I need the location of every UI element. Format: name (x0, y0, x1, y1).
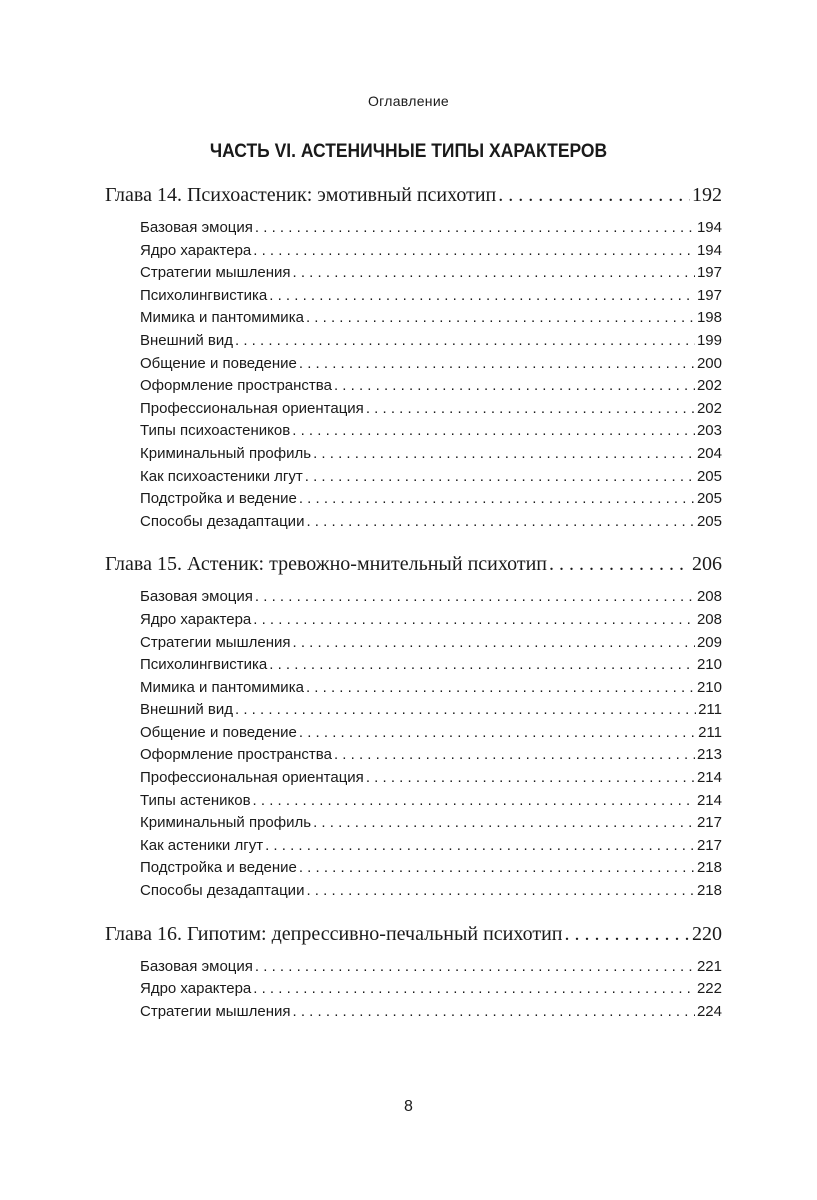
section-entry (140, 632, 722, 655)
section-title: Мимика и пантомимика (140, 678, 304, 696)
section-page: 210 (696, 678, 722, 696)
section-page: 221 (696, 957, 722, 975)
section-page: 217 (696, 814, 722, 832)
chapter-title: Глава 16. Гипотим: депрессивно-печальный психотип (105, 922, 563, 945)
dot-leader (313, 812, 695, 835)
dot-leader (306, 307, 695, 330)
dot-leader (255, 956, 695, 979)
section-title: Базовая эмоция (140, 588, 253, 606)
dot-leader (292, 420, 695, 443)
section-title: Психолингвистика (140, 286, 268, 304)
section-entry (140, 511, 722, 534)
section-entry (140, 420, 722, 443)
section-title: Общение и поведение (140, 723, 297, 741)
section-title: Подстройка и ведение (140, 859, 297, 877)
section-entry (140, 353, 722, 376)
section-title: Ядро характера (140, 241, 252, 259)
dot-leader (235, 699, 696, 722)
section-title: Профессиональная ориентация (140, 399, 364, 417)
section-title: Оформление пространства (140, 377, 332, 395)
section-page: 208 (696, 610, 722, 628)
chapter-entry (105, 551, 722, 578)
section-entry (140, 857, 722, 880)
section-page: 211 (698, 701, 722, 719)
section-page: 197 (696, 264, 722, 282)
section-title: Общение и поведение (140, 354, 297, 372)
section-page: 217 (696, 836, 722, 854)
chapter-14 (105, 182, 722, 533)
section-entry (140, 466, 722, 489)
section-title: Стратегии мышления (140, 264, 291, 282)
section-title: Как психоастеники лгут (140, 467, 303, 485)
section-entry (140, 443, 722, 466)
section-title: Подстройка и ведение (140, 490, 297, 508)
dot-leader (334, 375, 695, 398)
section-title: Мимика и пантомимика (140, 309, 304, 327)
section-page: 202 (696, 377, 722, 395)
chapter-page: 192 (692, 184, 722, 206)
dot-leader (498, 182, 690, 209)
section-entry (140, 586, 722, 609)
section-page: 218 (696, 882, 722, 900)
section-title: Способы дезадаптации (140, 512, 305, 530)
section-title: Типы психоастеников (140, 422, 291, 440)
dot-leader (299, 722, 696, 745)
chapter-entry (105, 921, 722, 948)
section-page: 210 (696, 656, 722, 674)
section-page: 208 (696, 588, 722, 606)
section-page: 205 (696, 467, 722, 485)
section-page: 213 (696, 746, 722, 764)
dot-leader (549, 551, 690, 578)
dot-leader (269, 654, 695, 677)
section-page: 194 (696, 241, 722, 259)
dot-leader (366, 398, 695, 421)
dot-leader (293, 1001, 695, 1024)
section-entry (140, 609, 722, 632)
section-title: Оформление пространства (140, 746, 332, 764)
running-head: Оглавление (367, 93, 450, 109)
section-entry (140, 677, 722, 700)
section-entry (140, 790, 722, 813)
section-page: 202 (696, 399, 722, 417)
section-title: Криминальный профиль (140, 814, 312, 832)
section-entry (140, 217, 722, 240)
chapter-title: Глава 14. Психоастеник: эмотивный психотип (105, 184, 497, 206)
section-page: 211 (698, 723, 722, 741)
dot-leader (306, 511, 695, 534)
section-list (105, 217, 722, 533)
dot-leader (305, 466, 695, 489)
dot-leader (253, 790, 695, 813)
section-entry (140, 654, 722, 677)
dot-leader (255, 217, 695, 240)
section-title: Профессиональная ориентация (140, 769, 364, 787)
chapter-entry (105, 182, 722, 209)
section-entry (140, 699, 722, 722)
dot-leader (299, 857, 695, 880)
dot-leader (253, 240, 695, 263)
dot-leader (306, 880, 695, 903)
dot-leader (313, 443, 695, 466)
dot-leader (306, 677, 695, 700)
dot-leader (269, 285, 695, 308)
section-entry (140, 1001, 722, 1024)
section-page: 203 (696, 422, 722, 440)
section-title: Стратегии мышления (140, 1002, 291, 1020)
section-page: 198 (696, 309, 722, 327)
section-title: Психолингвистика (140, 656, 268, 674)
section-page: 214 (696, 791, 722, 809)
chapter-15 (105, 551, 722, 902)
section-title: Ядро характера (140, 980, 252, 998)
section-entry (140, 375, 722, 398)
section-title: Как астеники лгут (140, 836, 264, 854)
chapter-title: Глава 15. Астеник: тревожно-мнительный психотип (105, 553, 547, 576)
section-entry (140, 812, 722, 835)
section-entry (140, 880, 722, 903)
section-title: Стратегии мышления (140, 633, 291, 651)
dot-leader (565, 921, 690, 948)
section-entry (140, 722, 722, 745)
section-page: 200 (696, 354, 722, 372)
section-title: Внешний вид (140, 701, 233, 719)
section-entry (140, 330, 722, 353)
section-list (105, 586, 722, 902)
dot-leader (265, 835, 695, 858)
section-title: Внешний вид (140, 331, 233, 349)
section-title: Криминальный профиль (140, 444, 312, 462)
section-page: 214 (696, 769, 722, 787)
dot-leader (299, 353, 695, 376)
section-entry (140, 744, 722, 767)
dot-leader (255, 586, 695, 609)
dot-leader (293, 262, 695, 285)
table-of-contents (105, 182, 722, 1023)
section-entry (140, 978, 722, 1001)
section-page: 205 (696, 490, 722, 508)
dot-leader (235, 330, 695, 353)
dot-leader (253, 609, 695, 632)
dot-leader (334, 744, 695, 767)
section-page: 209 (696, 633, 722, 651)
chapter-page: 206 (692, 553, 722, 576)
section-list (105, 956, 722, 1024)
dot-leader (366, 767, 695, 790)
section-page: 224 (696, 1002, 722, 1020)
section-entry (140, 285, 722, 308)
section-entry (140, 398, 722, 421)
part-title: ЧАСТЬ VI. АСТЕНИЧНЫЕ ТИПЫ ХАРАКТЕРОВ (209, 141, 608, 162)
section-title: Базовая эмоция (140, 957, 253, 975)
dot-leader (299, 488, 695, 511)
section-page: 222 (696, 980, 722, 998)
chapter-page: 220 (692, 922, 722, 945)
section-entry (140, 767, 722, 790)
section-page: 194 (696, 219, 722, 236)
section-page: 218 (696, 859, 722, 877)
section-title: Базовая эмоция (140, 219, 253, 236)
section-title: Типы астеников (140, 791, 251, 809)
dot-leader (253, 978, 695, 1001)
section-entry (140, 240, 722, 263)
chapter-16 (105, 921, 722, 1024)
section-page: 204 (696, 444, 722, 462)
section-entry (140, 956, 722, 979)
section-page: 199 (696, 331, 722, 349)
section-title: Ядро характера (140, 610, 252, 628)
section-entry (140, 835, 722, 858)
section-page: 197 (696, 286, 722, 304)
section-title: Способы дезадаптации (140, 882, 305, 900)
section-page: 205 (696, 512, 722, 530)
section-entry (140, 488, 722, 511)
section-entry (140, 307, 722, 330)
section-entry (140, 262, 722, 285)
page-number: 8 (404, 1098, 413, 1115)
dot-leader (293, 632, 695, 655)
